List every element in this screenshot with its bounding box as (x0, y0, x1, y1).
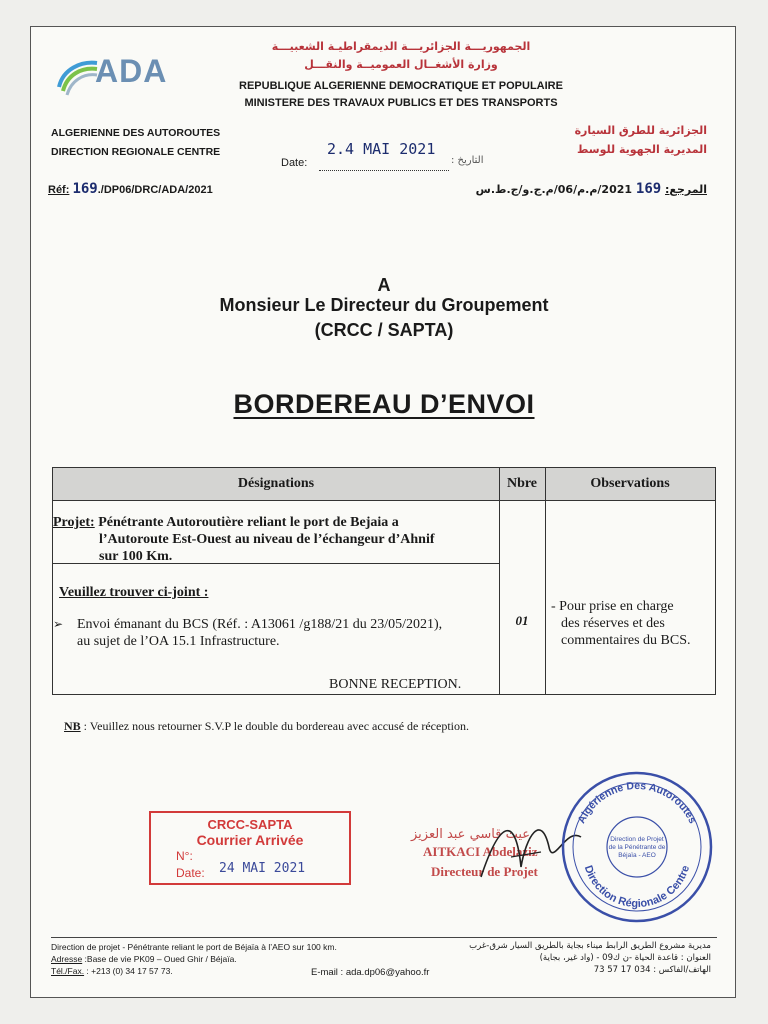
footer-ar-line2: العنوان : قاعدة الحياة -ن ك09 - (واد غير، بجاية) (539, 953, 711, 963)
ref-number: 169 (72, 181, 98, 197)
bullet-arrow-icon: ➢ (53, 617, 64, 631)
stamp-line1: CRCC-SAPTA (207, 817, 293, 832)
projet-line3: sur 100 Km. (99, 549, 173, 564)
logo-text: ADA (95, 53, 168, 89)
header-ar-line1: الجمهوريـــة الجزائريـــة الديمقراطيـة الشعبيـــة (271, 40, 531, 53)
nb-text: : Veuillez nous retourner S.V.P le double du bordereau avec accusé de réception. (80, 719, 469, 733)
stamp-center1: Direction de Projet (610, 836, 664, 843)
reference-ar (476, 181, 707, 197)
col-divider (499, 468, 500, 694)
obs-line3: commentaires du BCS. (561, 633, 691, 648)
document-title-text: BORDEREAU D’ENVOI (233, 389, 535, 419)
round-official-stamp (557, 767, 717, 927)
ada-logo (53, 51, 183, 97)
projet-text1: Pénétrante Autoroutière reliant le port de Bejaia a (94, 515, 399, 530)
footer-tel-text: : +213 (0) 34 17 57 73. (84, 966, 173, 976)
projet-label: Projet: (53, 515, 95, 530)
stamp-center3: Béjaïa - AEO (618, 852, 656, 859)
obs-line1: - Pour prise en charge (551, 599, 674, 614)
ref-rest: ./DP06/DRC/ADA/2021 (97, 184, 213, 196)
date-dotted-line (319, 158, 449, 171)
nb-label: NB (64, 719, 81, 733)
header-designations: Désignations (237, 476, 315, 491)
signature-title: Directeur de Projet (431, 864, 538, 879)
joint-label: Veuillez trouver ci-joint : (59, 585, 209, 600)
col-divider (545, 468, 546, 694)
svg-text:Direction Régionale Centre (582, 864, 692, 910)
table-header (53, 468, 715, 501)
stamp-n-label: N°: (176, 849, 193, 863)
footer-ar-line3: الهاتف/الفاكس : 034 17 57 73 (593, 965, 711, 975)
left-org-line1: ALGERIENNE DES AUTOROUTES (51, 127, 221, 139)
ref-ar-number: 169 (635, 181, 662, 197)
item-line1: Envoi émanant du BCS (Réf. : A13061 /g188/21 du 23/05/2021), (77, 617, 443, 632)
header-observations: Observations (590, 476, 670, 491)
obs-line2: des réserves et des (561, 616, 665, 631)
footer-ar-line1: مديرية مشروع الطريق الرابط ميناء بجاية بالطريق السيار شرق-غرب (469, 941, 711, 951)
right-org-line1: الجزائرية للطرق السيارة (574, 124, 707, 137)
header-ar-line2: وزارة الأشغــال العموميــة والنقـــل (304, 58, 498, 71)
signature-ar-name: عيت قاسي عبد العزيز (411, 827, 531, 842)
footer-email: E-mail : ada.dp06@yahoo.fr (311, 967, 430, 978)
ref-ar-label: المرجع: (665, 183, 707, 196)
stamp-center2: de la Pénétrante de (608, 844, 666, 851)
nbre-value: 01 (515, 613, 529, 628)
date-value: 2.4 MAI 2021 (327, 140, 436, 158)
recipient-line2: (CRCC / SAPTA) (314, 320, 454, 340)
header-nbre: Nbre (506, 476, 538, 491)
ref-ar-rest: 2021/م.م/06/م.ج.و/ج.ط.س (475, 183, 633, 196)
date-label: Date: (281, 157, 308, 169)
signature-name: AITKACI Abdelaziz (423, 844, 538, 859)
reference (48, 181, 213, 197)
item-line2: au sujet de l’OA 15.1 Infrastructure. (77, 634, 280, 649)
nb-note (64, 719, 469, 734)
stamp-outer-bottom: Direction Régionale Centre (581, 863, 693, 911)
header-fr-line2: MINISTERE DES TRAVAUX PUBLICS ET DES TRANSPORTS (244, 97, 558, 109)
footer-tel (51, 966, 173, 976)
ref-label: Réf: (48, 184, 70, 196)
document-page (30, 26, 736, 998)
stamp-date-label: Date: (176, 866, 205, 880)
recipient-a: A (377, 275, 391, 295)
stamp-date-value: 24 MAI 2021 (219, 861, 306, 876)
bordereau-table (52, 467, 716, 695)
footer-tel-label: Tél./Fax. (51, 966, 85, 976)
bonne-reception: BONNE RECEPTION. (329, 677, 462, 692)
projet-line1 (53, 514, 493, 531)
projet-line2: l’Autoroute Est-Ouest au niveau de l’échangeur d’Ahnif (99, 532, 435, 547)
left-org-line2: DIRECTION REGIONALE CENTRE (51, 146, 221, 158)
stamp-line2: Courrier Arrivée (196, 832, 304, 848)
footer-addr-label: Adresse (51, 954, 83, 964)
ada-swoosh-icon (53, 53, 99, 99)
arrival-stamp (149, 811, 351, 885)
document-title (31, 389, 737, 420)
footer-addr-text: :Base de vie PK09 – Oued Ghir / Béjaïa. (82, 954, 237, 964)
stamp-outer-top: Algérienne Des Autoroutes (575, 779, 699, 826)
right-org-line2: المديرية الجهوية للوسط (577, 143, 707, 156)
footer-line1: Direction de projet - Pénétrante reliant le port de Béjaïa à l’AEO sur 100 km. (51, 942, 337, 952)
date-label-ar: التاريخ : (451, 155, 484, 166)
footer-address (51, 954, 237, 964)
recipient-line1: Monsieur Le Directeur du Groupement (219, 295, 549, 315)
header-fr-line1: REPUBLIQUE ALGERIENNE DEMOCRATIQUE ET POPULAIRE (239, 80, 563, 92)
footer-divider (51, 937, 717, 938)
